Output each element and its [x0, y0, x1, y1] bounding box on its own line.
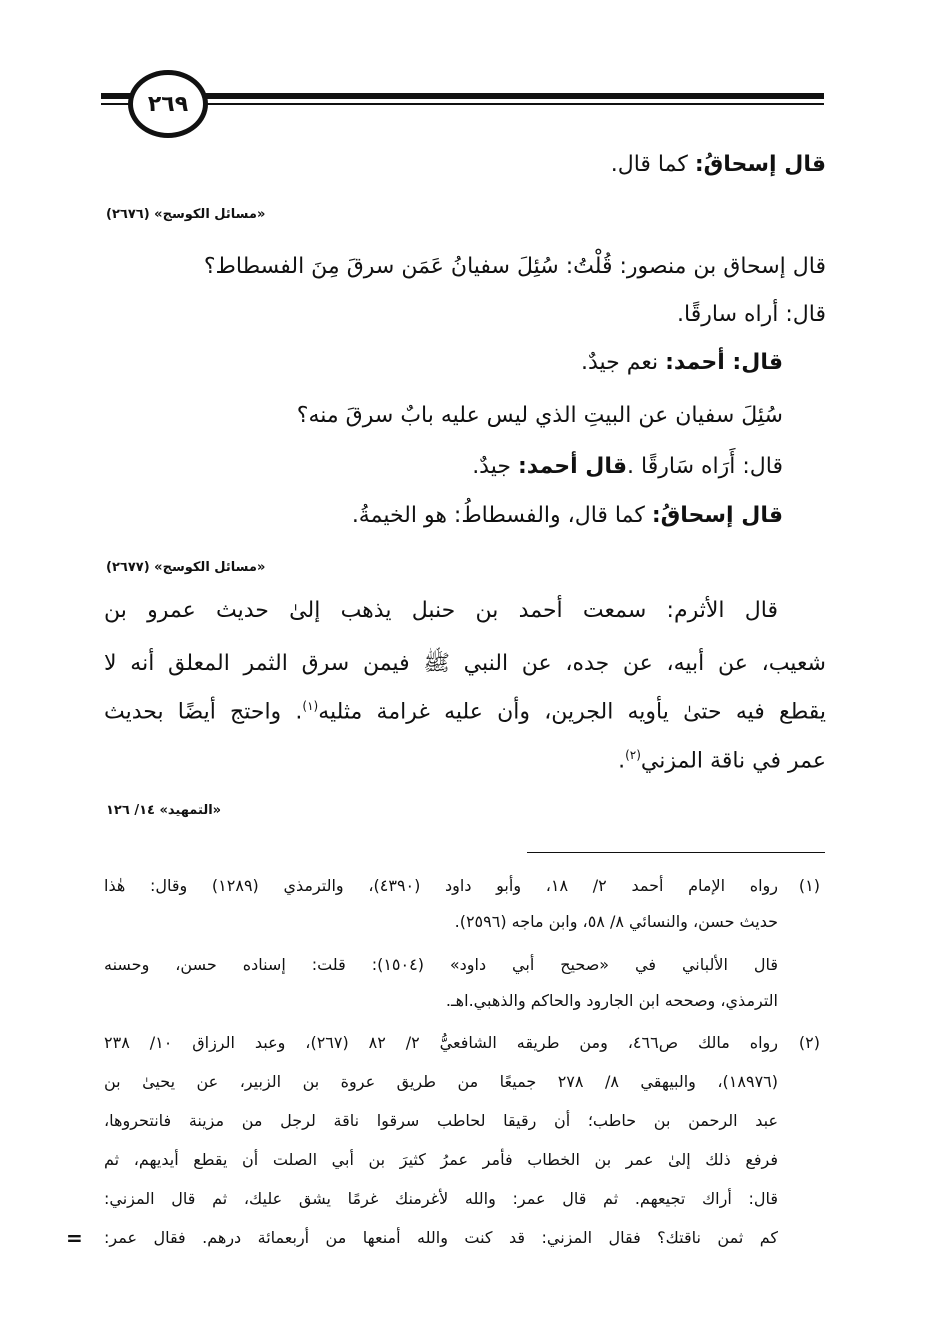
para-line-3	[104, 699, 826, 724]
footnote-number-1: (١)	[798, 876, 820, 895]
para-line-2: شعيب، عن أبيه، عن جده، عن النبي ﷺ فيمن سرق الثمر المعلق أنه لا	[104, 651, 826, 676]
para-line-4-b: .	[618, 748, 626, 774]
speaker-ahmad-2: قال أحمد:	[517, 454, 628, 479]
page-number: ٢٦٩	[147, 91, 189, 117]
page-number-badge	[128, 70, 208, 138]
footnote-separator	[527, 852, 825, 853]
para-line-1: قال الأثرم: سمعت أحمد بن حنبل يذهب إلىٰ حديث عمرو بن	[104, 598, 778, 623]
footnote-1-line-2: حديث حسن، والنسائي ٨/ ٥٨، وابن ماجه (٢٥٩٦).	[454, 912, 778, 931]
line-1-text: كما قال.	[610, 152, 695, 177]
para-line-4	[618, 748, 826, 773]
speaker-ishaq-2: قال إسحاقُ:	[651, 503, 783, 528]
continuation-mark: =	[66, 1226, 83, 1250]
line-6	[472, 454, 783, 479]
footnote-ref-2: (٢)	[625, 748, 641, 762]
line-6-a: قال: أَرَاه سَارقًا .	[627, 454, 783, 479]
line-2: قال إسحاق بن منصور: قُلْتُ: سُئِلَ سفيانُ عَمَن سرقَ مِنَ الفسطاط؟	[203, 254, 826, 279]
para-line-3-b: . واحتج أيضًا بحديث	[104, 699, 303, 725]
line-1	[611, 152, 826, 177]
source-ref-2: «مسائل الكوسج» (٢٦٧٧)	[106, 560, 266, 575]
line-5: سُئِلَ سفيان عن البيتِ الذي ليس عليه بابٌ سرقَ منه؟	[296, 403, 783, 428]
header-rule-thin	[101, 103, 824, 105]
line-4	[581, 350, 783, 375]
footnote-1-line-3: قال الألباني في «صحيح أبي داود» (١٥٠٤): قلت: إسناده حسن، وحسنه	[104, 955, 778, 974]
footnote-ref-1: (١)	[302, 699, 319, 713]
source-ref-1: «مسائل الكوسج» (٢٦٧٦)	[106, 207, 266, 222]
footnote-1-line-1: رواه الإمام أحمد ٢/ ١٨، وأبو داود (٤٣٩٠)، والترمذي (١٢٨٩) وقال: هٰذا	[104, 876, 779, 895]
para-line-3-a: يقطع فيه حتىٰ يأويه الجرين، وأن عليه غرامة مثليه	[318, 699, 827, 725]
footnote-2-line-4: فرفع ذلك إلىٰ عمر بن الخطاب فأمر عمرُ كثيرَ بن أبي الصلت أن يقطع أيديهم، ثم	[104, 1150, 778, 1169]
footnote-number-2: (٢)	[798, 1033, 820, 1052]
footnote-2-line-2: (١٨٩٧٦)، والبيهقي ٨/ ٢٧٨ جميعًا من طريق عروة بن الزبير، عن يحيىٰ بن	[104, 1072, 778, 1091]
footnote-2-line-1: رواه مالك ص٤٦٦، ومن طريقه الشافعيُّ ٢/ ٨٢ (٢٦٧)، وعبد الرزاق ١٠/ ٢٣٨	[104, 1033, 778, 1052]
footnote-2-line-5: قال: أراك تجيعهم. ثم قال عمر: والله لأغرمنك غرمًا يشق عليك، ثم قال المزني:	[104, 1189, 778, 1208]
line-3: قال: أراه سارقًا.	[677, 302, 826, 327]
source-ref-3: «التمهيد» ١٤/ ١٢٦	[106, 803, 222, 818]
footnote-2-line-3: عبد الرحمن بن حاطب؛ أن رقيقا لحاطب سرقوا ناقة لرجل من مزينة فانتحروها،	[104, 1111, 778, 1130]
speaker-ahmad: قال: أحمد:	[665, 350, 783, 375]
footnote-2-line-6: كم ثمن ناقتك؟ فقال المزني: قد كنت والله أمنعها من أربعمائة درهم. فقال عمر:	[104, 1228, 778, 1247]
line-7	[352, 503, 783, 528]
header-rule-thick	[101, 93, 824, 99]
speaker-ishaq: قال إسحاقُ:	[694, 152, 826, 177]
line-7-text: كما قال، والفسطاطُ: هو الخيمةُ.	[351, 503, 652, 528]
para-line-4-a: عمر في ناقة المزني	[640, 748, 826, 774]
line-4-text: نعم جيدٌ.	[580, 350, 666, 375]
line-6-rest: جيدٌ.	[472, 454, 518, 479]
footnote-1-line-4: الترمذي، وصححه ابن الجارود والحاكم والذهبي.اهـ.	[445, 991, 778, 1010]
